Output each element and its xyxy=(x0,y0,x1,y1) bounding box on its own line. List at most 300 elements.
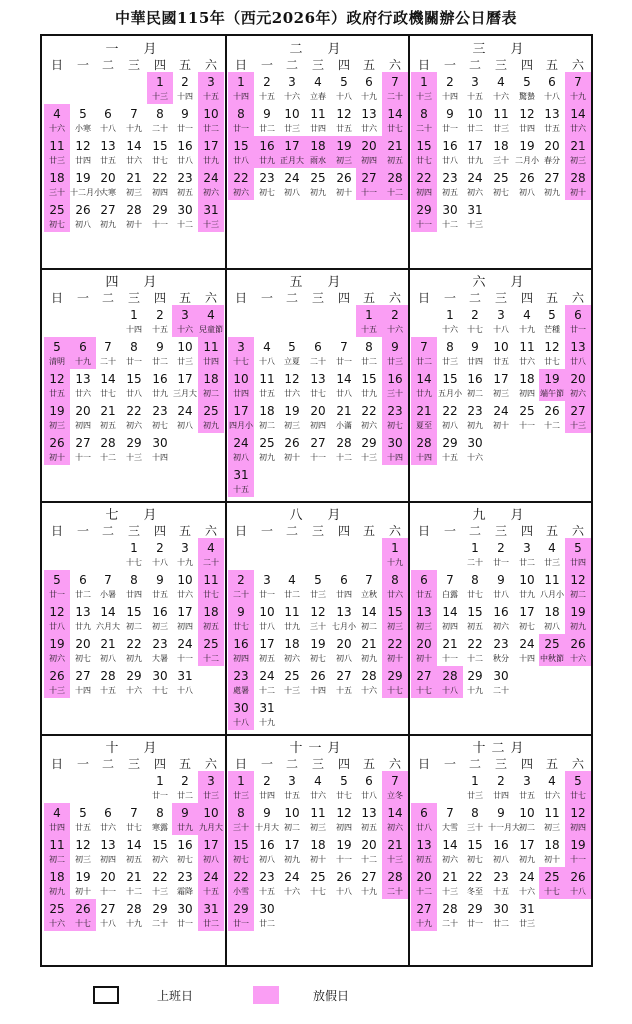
weekday-label: 五 xyxy=(545,58,558,72)
lunar-label: 初六 xyxy=(49,654,65,663)
lunar-label: 十四 xyxy=(387,453,403,462)
holiday-cell xyxy=(198,570,224,602)
day-number: 20 xyxy=(75,404,91,418)
holiday-cell xyxy=(228,465,254,497)
workday-cell xyxy=(331,771,357,803)
lunar-label: 廿六 xyxy=(544,791,560,800)
workday-cell xyxy=(254,433,280,465)
lunar-label: 廿三 xyxy=(49,156,65,165)
workday-cell xyxy=(121,899,147,931)
day-number: 14 xyxy=(416,372,432,386)
holiday-cell xyxy=(411,72,437,104)
lunar-label: 廿八 xyxy=(442,156,458,165)
lunar-label: 初七 xyxy=(310,654,326,663)
day-number: 25 xyxy=(49,203,65,217)
workday-cell xyxy=(305,168,331,200)
workday-cell xyxy=(95,168,121,200)
day-number: 25 xyxy=(310,870,326,884)
day-number: 12 xyxy=(75,838,91,852)
day-number: 4 xyxy=(263,340,271,354)
day-number: 28 xyxy=(570,171,586,185)
day-number: 16 xyxy=(493,838,509,852)
lunar-label: 十一 xyxy=(177,654,193,663)
day-number: 10 xyxy=(177,340,193,354)
weekday-label: 一 xyxy=(260,58,273,72)
day-number: 17 xyxy=(467,139,483,153)
day-number: 11 xyxy=(519,340,535,354)
workday-cell xyxy=(514,570,540,602)
day-number: 30 xyxy=(442,203,458,217)
lunar-label: 初六 xyxy=(442,855,458,864)
day-number: 9 xyxy=(237,605,245,619)
holiday-cell xyxy=(44,602,70,634)
lunar-label: 廿八 xyxy=(336,389,352,398)
lunar-label: 廿七 xyxy=(126,823,142,832)
holiday-cell xyxy=(44,369,70,401)
lunar-label: 廿二 xyxy=(519,558,535,567)
day-number: 3 xyxy=(523,774,531,788)
workday-cell xyxy=(172,634,198,666)
day-number: 24 xyxy=(284,171,300,185)
day-number: 24 xyxy=(467,171,483,185)
workday-cell xyxy=(514,337,540,369)
month-title: 二 月 xyxy=(289,42,347,57)
day-number: 23 xyxy=(177,870,193,884)
month-title: 五 月 xyxy=(289,275,347,290)
day-number: 3 xyxy=(181,308,189,322)
day-number: 27 xyxy=(544,171,560,185)
day-number: 15 xyxy=(152,838,168,852)
day-number: 23 xyxy=(152,404,168,418)
lunar-label: 廿八 xyxy=(361,791,377,800)
workday-cell xyxy=(70,200,96,232)
lunar-label: 十四 xyxy=(416,453,432,462)
workday-cell xyxy=(147,136,173,168)
month-title: 一 月 xyxy=(105,42,163,57)
day-number: 16 xyxy=(152,372,168,386)
lunar-label: 廿二 xyxy=(203,919,219,928)
day-number: 19 xyxy=(49,637,65,651)
lunar-label: 十三 xyxy=(152,92,168,101)
workday-cell xyxy=(147,602,173,634)
weekday-label: 三 xyxy=(311,58,324,72)
day-number: 17 xyxy=(177,605,193,619)
holiday-cell xyxy=(228,104,254,136)
day-number: 4 xyxy=(288,573,296,587)
workday-cell xyxy=(331,433,357,465)
lunar-label: 十九 xyxy=(259,718,275,727)
workday-cell xyxy=(172,835,198,867)
lunar-label: 初九 xyxy=(310,188,326,197)
lunar-label: 初十 xyxy=(126,220,142,229)
workday-cell xyxy=(514,104,540,136)
lunar-label: 廿八 xyxy=(570,357,586,366)
holiday-cell xyxy=(198,634,224,666)
workday-cell xyxy=(462,538,488,570)
day-number: 11 xyxy=(493,107,509,121)
weekday-label: 日 xyxy=(417,524,430,538)
day-number: 2 xyxy=(263,75,271,89)
day-number: 25 xyxy=(49,902,65,916)
lunar-label: 十二 xyxy=(361,855,377,864)
lunar-label: 廿三 xyxy=(387,357,403,366)
lunar-label: 十八 xyxy=(336,887,352,896)
weekday-label: 四 xyxy=(337,524,350,538)
lunar-label: 十九 xyxy=(126,124,142,133)
day-number: 28 xyxy=(416,436,432,450)
workday-cell xyxy=(331,401,357,433)
holiday-cell xyxy=(382,666,408,698)
workday-cell xyxy=(462,337,488,369)
weekday-label: 四 xyxy=(520,757,533,771)
weekday-label: 六 xyxy=(388,524,401,538)
lunar-label: 十七 xyxy=(467,325,483,334)
day-number: 18 xyxy=(49,171,65,185)
workday-cell xyxy=(437,433,463,465)
lunar-label: 廿九 xyxy=(284,622,300,631)
lunar-label: 廿九 xyxy=(177,823,193,832)
lunar-label: 十二 xyxy=(387,188,403,197)
day-number: 16 xyxy=(259,139,275,153)
day-number: 3 xyxy=(471,75,479,89)
lunar-label: 廿九 xyxy=(203,156,219,165)
day-number: 21 xyxy=(442,637,458,651)
day-number: 28 xyxy=(126,203,142,217)
day-number: 31 xyxy=(203,902,219,916)
holiday-cell xyxy=(44,666,70,698)
day-number: 5 xyxy=(548,308,556,322)
lunar-label: 十六 xyxy=(126,686,142,695)
day-number: 7 xyxy=(365,573,373,587)
day-number: 12 xyxy=(49,372,65,386)
holiday-cell xyxy=(198,337,224,369)
day-number: 18 xyxy=(259,404,275,418)
workday-cell xyxy=(172,570,198,602)
lunar-label: 廿一 xyxy=(152,791,168,800)
weekday-label: 六 xyxy=(388,291,401,305)
lunar-label: 廿一 xyxy=(126,357,142,366)
day-number: 22 xyxy=(467,870,483,884)
workday-cell xyxy=(514,136,540,168)
workday-cell xyxy=(121,835,147,867)
day-number: 19 xyxy=(310,637,326,651)
day-number: 19 xyxy=(75,171,91,185)
workday-cell xyxy=(279,867,305,899)
lunar-label: 十八 xyxy=(233,718,249,727)
workday-cell xyxy=(437,104,463,136)
lunar-label: 廿三 xyxy=(493,124,509,133)
holiday-cell xyxy=(437,666,463,698)
lunar-label: 初三 xyxy=(336,156,352,165)
lunar-label: 初四 xyxy=(416,188,432,197)
workday-cell xyxy=(514,835,540,867)
day-number: 2 xyxy=(263,774,271,788)
lunar-label: 初二 xyxy=(126,622,142,631)
holiday-cell xyxy=(44,570,70,602)
workday-cell xyxy=(356,401,382,433)
lunar-label: 廿六 xyxy=(284,389,300,398)
holiday-cell xyxy=(198,369,224,401)
lunar-label: 初九 xyxy=(361,654,377,663)
lunar-label: 三十 xyxy=(387,389,403,398)
day-number: 7 xyxy=(130,806,138,820)
day-number: 8 xyxy=(237,806,245,820)
day-number: 13 xyxy=(100,838,116,852)
holiday-cell xyxy=(228,433,254,465)
workday-cell xyxy=(121,401,147,433)
holiday-cell xyxy=(565,168,591,200)
day-number: 11 xyxy=(49,838,65,852)
day-number: 20 xyxy=(544,139,560,153)
day-number: 17 xyxy=(177,372,193,386)
holiday-cell xyxy=(198,72,224,104)
lunar-label: 夏至 xyxy=(416,421,432,430)
day-number: 31 xyxy=(467,203,483,217)
workday-cell xyxy=(437,337,463,369)
lunar-label: 廿五 xyxy=(75,823,91,832)
holiday-cell xyxy=(411,835,437,867)
holiday-cell xyxy=(539,867,565,899)
holiday-cell xyxy=(198,835,224,867)
day-number: 30 xyxy=(177,203,193,217)
workday-cell xyxy=(331,867,357,899)
day-number: 12 xyxy=(570,806,586,820)
day-number: 7 xyxy=(391,75,399,89)
day-number: 21 xyxy=(361,637,377,651)
lunar-label: 廿五 xyxy=(544,124,560,133)
day-number: 7 xyxy=(104,340,112,354)
day-number: 30 xyxy=(152,669,168,683)
holiday-cell xyxy=(44,835,70,867)
lunar-label: 廿五 xyxy=(336,124,352,133)
weekday-label: 三 xyxy=(127,291,140,305)
lunar-label: 廿七 xyxy=(544,357,560,366)
day-number: 26 xyxy=(336,870,352,884)
workday-cell xyxy=(514,899,540,931)
holiday-cell xyxy=(356,168,382,200)
holiday-cell xyxy=(44,136,70,168)
day-number: 25 xyxy=(519,404,535,418)
day-number: 8 xyxy=(391,573,399,587)
day-number: 16 xyxy=(442,139,458,153)
day-number: 13 xyxy=(570,340,586,354)
holiday-cell xyxy=(228,136,254,168)
day-number: 24 xyxy=(259,669,275,683)
day-number: 26 xyxy=(519,171,535,185)
lunar-label: 廿七 xyxy=(416,156,432,165)
holiday-cell xyxy=(228,401,254,433)
day-number: 27 xyxy=(570,404,586,418)
lunar-label: 正月大 xyxy=(280,156,304,165)
day-number: 29 xyxy=(467,669,483,683)
lunar-label: 廿四 xyxy=(203,357,219,366)
day-number: 25 xyxy=(544,870,560,884)
workday-cell xyxy=(279,570,305,602)
workday-cell xyxy=(462,72,488,104)
weekday-label: 二 xyxy=(285,58,298,72)
day-number: 29 xyxy=(387,669,403,683)
lunar-label: 十六 xyxy=(49,124,65,133)
day-number: 22 xyxy=(126,404,142,418)
holiday-cell xyxy=(44,803,70,835)
day-number: 26 xyxy=(284,436,300,450)
weekday-label: 五 xyxy=(545,291,558,305)
lunar-label: 廿九 xyxy=(416,389,432,398)
workday-cell xyxy=(437,835,463,867)
workday-cell xyxy=(147,401,173,433)
lunar-label: 雨水 xyxy=(310,156,326,165)
lunar-label: 廿四 xyxy=(336,590,352,599)
month-12 xyxy=(409,735,593,968)
workday-cell xyxy=(514,401,540,433)
workday-cell xyxy=(121,369,147,401)
lunar-label: 初三 xyxy=(544,823,560,832)
lunar-label: 初十 xyxy=(544,855,560,864)
lunar-label: 初四 xyxy=(310,421,326,430)
day-number: 10 xyxy=(233,372,249,386)
lunar-label: 大寒 xyxy=(100,188,116,197)
holiday-cell xyxy=(198,771,224,803)
day-number: 1 xyxy=(420,75,428,89)
weekday-label: 三 xyxy=(127,524,140,538)
day-number: 27 xyxy=(310,436,326,450)
day-number: 7 xyxy=(340,340,348,354)
day-number: 12 xyxy=(75,139,91,153)
lunar-label: 二十 xyxy=(493,686,509,695)
lunar-label: 十九 xyxy=(519,325,535,334)
day-number: 3 xyxy=(497,308,505,322)
day-number: 3 xyxy=(523,541,531,555)
weekday-label: 日 xyxy=(50,524,63,538)
lunar-label: 初八 xyxy=(177,421,193,430)
workday-cell xyxy=(539,602,565,634)
day-number: 29 xyxy=(361,436,377,450)
day-number: 2 xyxy=(181,774,189,788)
workday-cell xyxy=(488,602,514,634)
workday-cell xyxy=(172,136,198,168)
workday-cell xyxy=(462,433,488,465)
workday-cell xyxy=(147,104,173,136)
day-number: 25 xyxy=(284,669,300,683)
holiday-cell xyxy=(228,803,254,835)
workday-cell xyxy=(279,803,305,835)
day-number: 4 xyxy=(548,541,556,555)
day-number: 12 xyxy=(336,107,352,121)
lunar-label: 廿二 xyxy=(259,124,275,133)
day-number: 22 xyxy=(416,171,432,185)
lunar-label: 初四 xyxy=(152,188,168,197)
weekday-label: 一 xyxy=(76,291,89,305)
lunar-label: 十一 xyxy=(519,421,535,430)
weekday-header xyxy=(409,522,593,536)
holiday-cell xyxy=(411,369,437,401)
day-number: 5 xyxy=(288,340,296,354)
workday-cell xyxy=(462,666,488,698)
workday-cell xyxy=(514,369,540,401)
day-number: 30 xyxy=(387,436,403,450)
lunar-label: 十一 xyxy=(416,220,432,229)
workday-cell xyxy=(70,168,102,200)
lunar-label: 霜降 xyxy=(177,887,193,896)
day-number: 6 xyxy=(79,573,87,587)
lunar-label: 十八 xyxy=(336,92,352,101)
day-number: 28 xyxy=(387,171,403,185)
workday-cell xyxy=(172,771,198,803)
day-number: 23 xyxy=(259,171,275,185)
lunar-label: 二十 xyxy=(416,124,432,133)
lunar-label: 二十 xyxy=(387,92,403,101)
lunar-label: 十一 xyxy=(310,453,326,462)
weekday-header xyxy=(226,522,410,536)
lunar-label: 二十 xyxy=(233,590,249,599)
day-number: 17 xyxy=(284,838,300,852)
lunar-label: 寒露 xyxy=(152,823,168,832)
day-number: 4 xyxy=(53,107,61,121)
day-number: 26 xyxy=(75,203,91,217)
holiday-cell xyxy=(565,337,591,369)
lunar-label: 廿四 xyxy=(493,791,509,800)
lunar-label: 廿九 xyxy=(519,590,535,599)
workday-cell xyxy=(279,666,305,698)
workday-cell xyxy=(539,337,565,369)
workday-cell xyxy=(305,337,331,369)
workday-cell xyxy=(462,634,488,666)
lunar-label: 十五 xyxy=(467,92,483,101)
day-number: 29 xyxy=(126,436,142,450)
workday-cell xyxy=(514,634,540,666)
day-number: 3 xyxy=(263,573,271,587)
day-number: 22 xyxy=(233,171,249,185)
workday-cell xyxy=(172,200,198,232)
day-number: 10 xyxy=(467,107,483,121)
day-number: 18 xyxy=(493,139,509,153)
lunar-label: 廿二 xyxy=(284,590,300,599)
day-number: 1 xyxy=(471,541,479,555)
workday-cell xyxy=(356,602,382,634)
lunar-label: 廿六 xyxy=(177,590,193,599)
day-number: 6 xyxy=(420,806,428,820)
day-number: 26 xyxy=(75,902,91,916)
lunar-label: 廿七 xyxy=(570,791,586,800)
day-number: 20 xyxy=(100,171,116,185)
day-number: 27 xyxy=(100,902,116,916)
holiday-cell xyxy=(411,666,437,698)
weekday-label: 二 xyxy=(468,757,481,771)
day-number: 27 xyxy=(75,436,91,450)
lunar-label: 十六 xyxy=(467,453,483,462)
lunar-label: 廿二 xyxy=(416,357,432,366)
weekday-label: 四 xyxy=(520,524,533,538)
legend-work-label: 上班日 xyxy=(157,989,194,1003)
workday-cell xyxy=(305,602,331,634)
lunar-label: 十四 xyxy=(233,92,249,101)
day-number: 19 xyxy=(570,838,586,852)
day-number: 19 xyxy=(544,372,560,386)
lunar-label: 初六 xyxy=(233,188,249,197)
day-number: 13 xyxy=(544,107,560,121)
weekday-label: 四 xyxy=(153,757,166,771)
day-number: 13 xyxy=(336,605,352,619)
lunar-label: 初三 xyxy=(570,156,586,165)
workday-cell xyxy=(514,771,540,803)
workday-cell xyxy=(254,771,280,803)
day-number: 20 xyxy=(570,372,586,386)
holiday-cell xyxy=(44,337,70,369)
lunar-label: 廿六 xyxy=(570,124,586,133)
day-number: 21 xyxy=(126,870,142,884)
holiday-cell xyxy=(228,867,254,899)
day-number: 13 xyxy=(100,139,116,153)
